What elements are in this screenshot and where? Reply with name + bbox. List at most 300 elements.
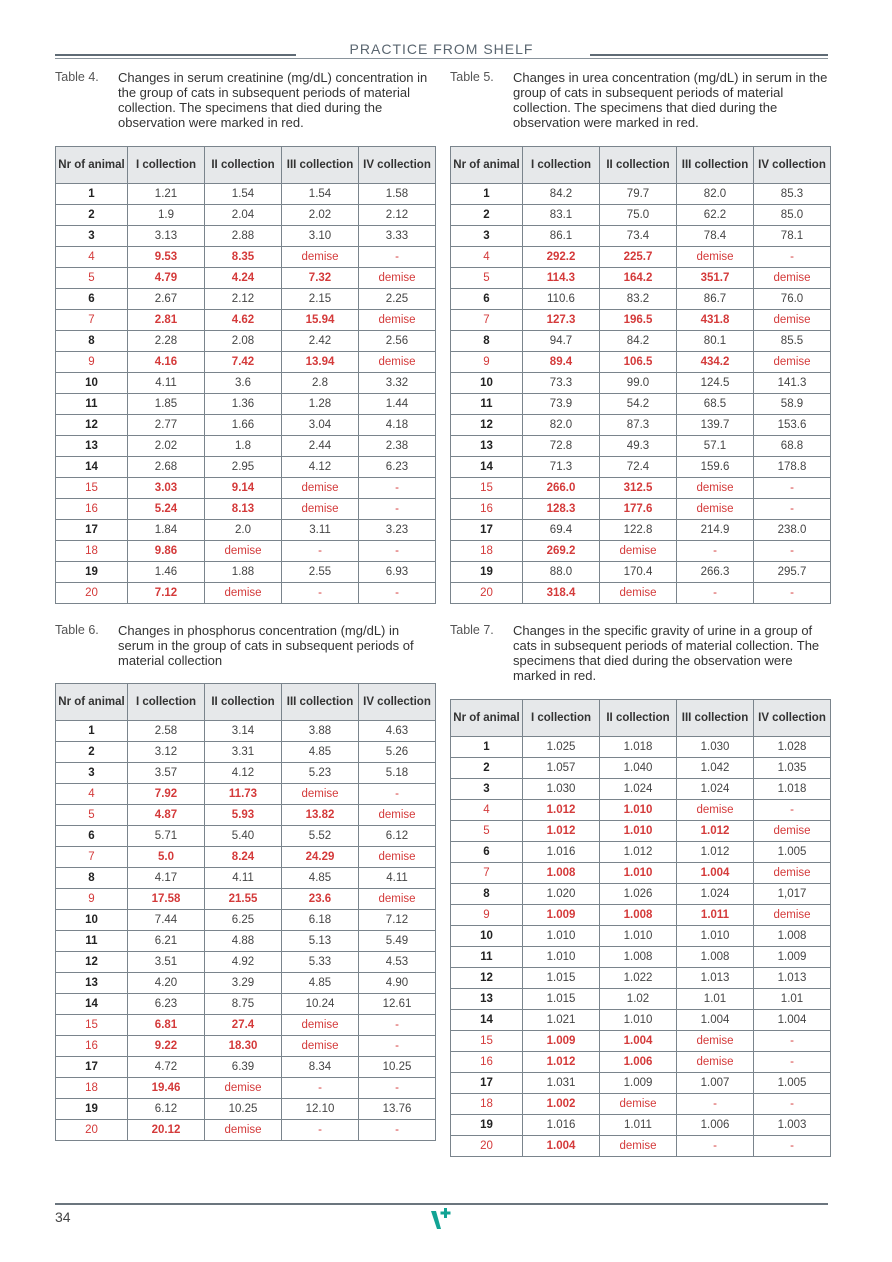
collection-value: 1.012 xyxy=(523,1052,600,1073)
collection-value: demise xyxy=(282,478,359,499)
collection-value: 27.4 xyxy=(205,1015,282,1036)
table-row xyxy=(451,331,831,352)
collection-value: 5.13 xyxy=(282,931,359,952)
collection-value: 1.004 xyxy=(600,1031,677,1052)
collection-value: 1.042 xyxy=(677,758,754,779)
collection-value: 4.18 xyxy=(359,415,436,436)
collection-value: 99.0 xyxy=(600,373,677,394)
table-row xyxy=(451,310,831,331)
collection-value: 7.32 xyxy=(282,268,359,289)
collection-value: demise xyxy=(754,863,831,884)
collection-value: 80.1 xyxy=(677,331,754,352)
collection-value: 15.94 xyxy=(282,310,359,331)
table-caption xyxy=(450,70,830,130)
collection-value: 2.67 xyxy=(128,289,205,310)
collection-value: 2.58 xyxy=(128,721,205,742)
collection-value: 122.8 xyxy=(600,520,677,541)
collection-value: 3.23 xyxy=(359,520,436,541)
footer-rule xyxy=(55,1203,828,1205)
table-row xyxy=(56,436,436,457)
collection-value: 4.90 xyxy=(359,973,436,994)
collection-value: 57.1 xyxy=(677,436,754,457)
collection-value: 2.81 xyxy=(128,310,205,331)
collection-value: 153.6 xyxy=(754,415,831,436)
animal-number: 20 xyxy=(451,583,523,604)
animal-number: 20 xyxy=(451,1136,523,1157)
table-row xyxy=(451,415,831,436)
collection-value: demise xyxy=(754,268,831,289)
animal-number: 2 xyxy=(56,742,128,763)
animal-number: 7 xyxy=(451,863,523,884)
collection-value: 269.2 xyxy=(523,541,600,562)
collection-value: demise xyxy=(754,352,831,373)
collection-value: 68.8 xyxy=(754,436,831,457)
table-caption-text: Changes in phosphorus concentration (mg/dL) in serum in the group of cats in subsequent periods of material collection xyxy=(118,623,414,668)
collection-value: 1.012 xyxy=(677,842,754,863)
animal-number: 12 xyxy=(56,952,128,973)
animal-number: 6 xyxy=(56,826,128,847)
collection-value: demise xyxy=(600,541,677,562)
collection-value: 2.15 xyxy=(282,289,359,310)
table-row xyxy=(451,436,831,457)
animal-number: 16 xyxy=(451,499,523,520)
collection-value: 8.34 xyxy=(282,1057,359,1078)
animal-number: 16 xyxy=(56,499,128,520)
table-row xyxy=(451,583,831,604)
collection-value: demise xyxy=(205,1120,282,1141)
collection-value: 238.0 xyxy=(754,520,831,541)
animal-number: 18 xyxy=(451,541,523,562)
collection-value: 73.9 xyxy=(523,394,600,415)
collection-value: 8.24 xyxy=(205,847,282,868)
collection-value: 6.93 xyxy=(359,562,436,583)
collection-value: 312.5 xyxy=(600,478,677,499)
collection-value: 62.2 xyxy=(677,205,754,226)
animal-number: 17 xyxy=(451,1073,523,1094)
collection-value: - xyxy=(359,499,436,520)
table-row xyxy=(56,1036,436,1057)
collection-value: 12.61 xyxy=(359,994,436,1015)
collection-value: demise xyxy=(600,1136,677,1157)
animal-number: 7 xyxy=(451,310,523,331)
table-row xyxy=(56,742,436,763)
table-row xyxy=(56,394,436,415)
collection-value: 1.004 xyxy=(677,863,754,884)
table-row xyxy=(56,415,436,436)
collection-value: 4.62 xyxy=(205,310,282,331)
collection-value: 1.010 xyxy=(523,926,600,947)
collection-value: 128.3 xyxy=(523,499,600,520)
table-row xyxy=(56,520,436,541)
collection-value: - xyxy=(359,1078,436,1099)
animal-number: 19 xyxy=(451,562,523,583)
table-row xyxy=(451,1010,831,1031)
column-header: Nr of animal xyxy=(451,700,523,737)
collection-value: 85.5 xyxy=(754,331,831,352)
collection-value: 6.25 xyxy=(205,910,282,931)
collection-value: 5.33 xyxy=(282,952,359,973)
animal-number: 1 xyxy=(451,184,523,205)
collection-value: 1.057 xyxy=(523,758,600,779)
collection-value: 4.88 xyxy=(205,931,282,952)
animal-number: 16 xyxy=(451,1052,523,1073)
collection-value: 4.12 xyxy=(205,763,282,784)
column-header: II collection xyxy=(205,147,282,184)
table-caption xyxy=(450,623,830,683)
table-caption-text: Changes in the specific gravity of urine in a group of cats in subsequent periods of material collection. The specimens that died during the observation were marked in red. xyxy=(513,623,820,683)
collection-value: 10.24 xyxy=(282,994,359,1015)
animal-number: 16 xyxy=(56,1036,128,1057)
collection-value: 20.12 xyxy=(128,1120,205,1141)
section-title: PRACTICE FROM SHELF xyxy=(349,41,534,57)
animal-number: 5 xyxy=(451,821,523,842)
collection-value: 10.25 xyxy=(359,1057,436,1078)
collection-value: - xyxy=(754,499,831,520)
collection-value: 1.01 xyxy=(677,989,754,1010)
column-header: II collection xyxy=(600,147,677,184)
collection-value: 4.72 xyxy=(128,1057,205,1078)
collection-value: - xyxy=(359,541,436,562)
collection-value: - xyxy=(359,583,436,604)
collection-value: 3.6 xyxy=(205,373,282,394)
collection-value: 266.0 xyxy=(523,478,600,499)
collection-value: demise xyxy=(677,1052,754,1073)
collection-value: 5.49 xyxy=(359,931,436,952)
table-row xyxy=(56,247,436,268)
collection-value: 1.01 xyxy=(754,989,831,1010)
collection-value: 7.42 xyxy=(205,352,282,373)
collection-value: 164.2 xyxy=(600,268,677,289)
collection-value: 1.004 xyxy=(754,1010,831,1031)
collection-value: 4.24 xyxy=(205,268,282,289)
table-6-block xyxy=(55,623,435,1136)
collection-value: 1.040 xyxy=(600,758,677,779)
collection-value: 5.71 xyxy=(128,826,205,847)
collection-value: demise xyxy=(677,499,754,520)
column-header: IV collection xyxy=(754,700,831,737)
collection-value: demise xyxy=(359,847,436,868)
table-row xyxy=(451,947,831,968)
collection-value: 17.58 xyxy=(128,889,205,910)
collection-value: 68.5 xyxy=(677,394,754,415)
collection-value: 2.68 xyxy=(128,457,205,478)
animal-number: 3 xyxy=(56,763,128,784)
collection-value: 49.3 xyxy=(600,436,677,457)
animal-number: 19 xyxy=(451,1115,523,1136)
animal-number: 4 xyxy=(56,784,128,805)
table-row xyxy=(56,289,436,310)
column-header: III collection xyxy=(677,700,754,737)
collection-value: 86.7 xyxy=(677,289,754,310)
collection-value: 83.2 xyxy=(600,289,677,310)
collection-value: 1.007 xyxy=(677,1073,754,1094)
animal-number: 13 xyxy=(56,973,128,994)
collection-value: 1.012 xyxy=(677,821,754,842)
animal-number: 9 xyxy=(56,889,128,910)
animal-number: 13 xyxy=(451,436,523,457)
table-row xyxy=(56,352,436,373)
collection-value: 170.4 xyxy=(600,562,677,583)
collection-value: 13.76 xyxy=(359,1099,436,1120)
table-row xyxy=(451,268,831,289)
collection-value: 21.55 xyxy=(205,889,282,910)
collection-value: - xyxy=(754,1094,831,1115)
collection-value: 4.79 xyxy=(128,268,205,289)
table-row xyxy=(56,910,436,931)
collection-value: 1.028 xyxy=(754,737,831,758)
collection-value: 6.81 xyxy=(128,1015,205,1036)
collection-value: 1.66 xyxy=(205,415,282,436)
table-header-row xyxy=(56,147,436,184)
collection-value: 1.012 xyxy=(600,842,677,863)
animal-number: 7 xyxy=(56,310,128,331)
collection-value: 1.030 xyxy=(677,737,754,758)
collection-value: 2.12 xyxy=(359,205,436,226)
collection-value: 178.8 xyxy=(754,457,831,478)
collection-value: 72.8 xyxy=(523,436,600,457)
collection-value: 88.0 xyxy=(523,562,600,583)
table-row xyxy=(56,868,436,889)
collection-value: 3.11 xyxy=(282,520,359,541)
collection-value: 1.008 xyxy=(600,905,677,926)
collection-value: - xyxy=(754,800,831,821)
collection-value: 1.36 xyxy=(205,394,282,415)
table-row xyxy=(451,926,831,947)
collection-value: 1.009 xyxy=(523,905,600,926)
collection-value: 8.75 xyxy=(205,994,282,1015)
collection-value: 1.54 xyxy=(282,184,359,205)
table-row xyxy=(56,889,436,910)
collection-value: 1.009 xyxy=(523,1031,600,1052)
table-row xyxy=(451,184,831,205)
collection-value: 7.12 xyxy=(128,583,205,604)
table-row xyxy=(451,989,831,1010)
table-6 xyxy=(55,683,436,1141)
collection-value: 2.25 xyxy=(359,289,436,310)
collection-value: 1.006 xyxy=(600,1052,677,1073)
animal-number: 1 xyxy=(56,721,128,742)
collection-value: 7.92 xyxy=(128,784,205,805)
collection-value: 4.20 xyxy=(128,973,205,994)
collection-value: 6.39 xyxy=(205,1057,282,1078)
collection-value: 110.6 xyxy=(523,289,600,310)
table-row xyxy=(56,1057,436,1078)
collection-value: - xyxy=(359,1120,436,1141)
animal-number: 6 xyxy=(451,289,523,310)
column-header: III collection xyxy=(677,147,754,184)
table-row xyxy=(56,826,436,847)
collection-value: 1.005 xyxy=(754,842,831,863)
collection-value: 1.011 xyxy=(600,1115,677,1136)
table-row xyxy=(451,478,831,499)
animal-number: 13 xyxy=(451,989,523,1010)
collection-value: - xyxy=(754,541,831,562)
collection-value: 1.004 xyxy=(523,1136,600,1157)
collection-value: 6.23 xyxy=(128,994,205,1015)
column-header: IV collection xyxy=(359,147,436,184)
table-row xyxy=(56,931,436,952)
collection-value: 1.004 xyxy=(677,1010,754,1031)
table-header-row xyxy=(56,684,436,721)
animal-number: 5 xyxy=(56,805,128,826)
collection-value: 85.0 xyxy=(754,205,831,226)
collection-value: 1.010 xyxy=(600,800,677,821)
collection-value: - xyxy=(359,784,436,805)
collection-value: 84.2 xyxy=(523,184,600,205)
collection-value: 13.94 xyxy=(282,352,359,373)
table-row xyxy=(451,352,831,373)
collection-value: 1.88 xyxy=(205,562,282,583)
collection-value: 4.17 xyxy=(128,868,205,889)
collection-value: 225.7 xyxy=(600,247,677,268)
collection-value: 1.024 xyxy=(677,884,754,905)
collection-value: 1.010 xyxy=(600,863,677,884)
animal-number: 14 xyxy=(451,457,523,478)
collection-value: 1.21 xyxy=(128,184,205,205)
animal-number: 9 xyxy=(451,352,523,373)
collection-value: 2.44 xyxy=(282,436,359,457)
collection-value: 6.18 xyxy=(282,910,359,931)
column-header: Nr of animal xyxy=(451,147,523,184)
animal-number: 8 xyxy=(451,884,523,905)
collection-value: 1.009 xyxy=(600,1073,677,1094)
collection-value: - xyxy=(677,583,754,604)
collection-value: demise xyxy=(359,268,436,289)
table-row xyxy=(56,331,436,352)
animal-number: 7 xyxy=(56,847,128,868)
header-rule-bottom xyxy=(55,58,828,59)
table-row xyxy=(56,457,436,478)
collection-value: 1.010 xyxy=(523,947,600,968)
table-row xyxy=(451,842,831,863)
animal-number: 1 xyxy=(451,737,523,758)
collection-value: 4.92 xyxy=(205,952,282,973)
column-header: IV collection xyxy=(359,684,436,721)
animal-number: 8 xyxy=(451,331,523,352)
table-row xyxy=(56,1015,436,1036)
collection-value: 1.44 xyxy=(359,394,436,415)
table-header-row xyxy=(451,147,831,184)
collection-value: 2.42 xyxy=(282,331,359,352)
collection-value: 1.013 xyxy=(677,968,754,989)
collection-value: demise xyxy=(754,821,831,842)
collection-value: 1.008 xyxy=(600,947,677,968)
collection-value: 1.010 xyxy=(600,1010,677,1031)
collection-value: 6.12 xyxy=(128,1099,205,1120)
collection-value: demise xyxy=(754,905,831,926)
column-header: II collection xyxy=(205,684,282,721)
animal-number: 15 xyxy=(451,1031,523,1052)
animal-number: 10 xyxy=(56,373,128,394)
collection-value: - xyxy=(677,1136,754,1157)
animal-number: 11 xyxy=(451,394,523,415)
collection-value: 106.5 xyxy=(600,352,677,373)
collection-value: - xyxy=(754,247,831,268)
collection-value: 1.031 xyxy=(523,1073,600,1094)
animal-number: 17 xyxy=(451,520,523,541)
collection-value: 141.3 xyxy=(754,373,831,394)
collection-value: 7.12 xyxy=(359,910,436,931)
animal-number: 11 xyxy=(451,947,523,968)
animal-number: 5 xyxy=(56,268,128,289)
animal-number: 12 xyxy=(451,968,523,989)
collection-value: demise xyxy=(677,800,754,821)
collection-value: 2.08 xyxy=(205,331,282,352)
collection-value: 1.58 xyxy=(359,184,436,205)
collection-value: demise xyxy=(205,541,282,562)
table-caption xyxy=(55,70,435,130)
collection-value: 1.8 xyxy=(205,436,282,457)
collection-value: 5.26 xyxy=(359,742,436,763)
animal-number: 18 xyxy=(56,541,128,562)
table-label: Table 7. xyxy=(450,623,494,637)
collection-value: 1.024 xyxy=(677,779,754,800)
animal-number: 13 xyxy=(56,436,128,457)
table-row xyxy=(56,310,436,331)
collection-value: demise xyxy=(677,478,754,499)
collection-value: 5.18 xyxy=(359,763,436,784)
collection-value: 1.026 xyxy=(600,884,677,905)
collection-value: 1.010 xyxy=(600,821,677,842)
collection-value: 1.035 xyxy=(754,758,831,779)
collection-value: 9.53 xyxy=(128,247,205,268)
animal-number: 18 xyxy=(451,1094,523,1115)
animal-number: 18 xyxy=(56,1078,128,1099)
table-row xyxy=(451,457,831,478)
collection-value: 72.4 xyxy=(600,457,677,478)
collection-value: 1.030 xyxy=(523,779,600,800)
collection-value: - xyxy=(754,478,831,499)
collection-value: 3.12 xyxy=(128,742,205,763)
collection-value: 1.28 xyxy=(282,394,359,415)
column-header: Nr of animal xyxy=(56,147,128,184)
collection-value: 177.6 xyxy=(600,499,677,520)
table-row xyxy=(451,289,831,310)
table-row xyxy=(451,1136,831,1157)
animal-number: 2 xyxy=(56,205,128,226)
animal-number: 2 xyxy=(451,205,523,226)
collection-value: - xyxy=(282,1078,359,1099)
animal-number: 4 xyxy=(451,247,523,268)
animal-number: 10 xyxy=(451,373,523,394)
collection-value: 87.3 xyxy=(600,415,677,436)
collection-value: 2.38 xyxy=(359,436,436,457)
table-row xyxy=(56,847,436,868)
collection-value: 292.2 xyxy=(523,247,600,268)
collection-value: 1.008 xyxy=(677,947,754,968)
table-row xyxy=(451,1115,831,1136)
table-row xyxy=(451,394,831,415)
collection-value: demise xyxy=(677,1031,754,1052)
collection-value: - xyxy=(282,541,359,562)
collection-value: 1.020 xyxy=(523,884,600,905)
vet-plus-logo-icon xyxy=(428,1207,454,1231)
table-row xyxy=(451,863,831,884)
collection-value: 18.30 xyxy=(205,1036,282,1057)
collection-value: 114.3 xyxy=(523,268,600,289)
table-row xyxy=(451,737,831,758)
collection-value: demise xyxy=(282,1015,359,1036)
collection-value: 3.14 xyxy=(205,721,282,742)
collection-value: demise xyxy=(359,352,436,373)
table-row xyxy=(56,373,436,394)
table-row xyxy=(451,968,831,989)
table-7 xyxy=(450,699,831,1157)
collection-value: 4.12 xyxy=(282,457,359,478)
animal-number: 19 xyxy=(56,562,128,583)
collection-value: 85.3 xyxy=(754,184,831,205)
collection-value: 73.4 xyxy=(600,226,677,247)
